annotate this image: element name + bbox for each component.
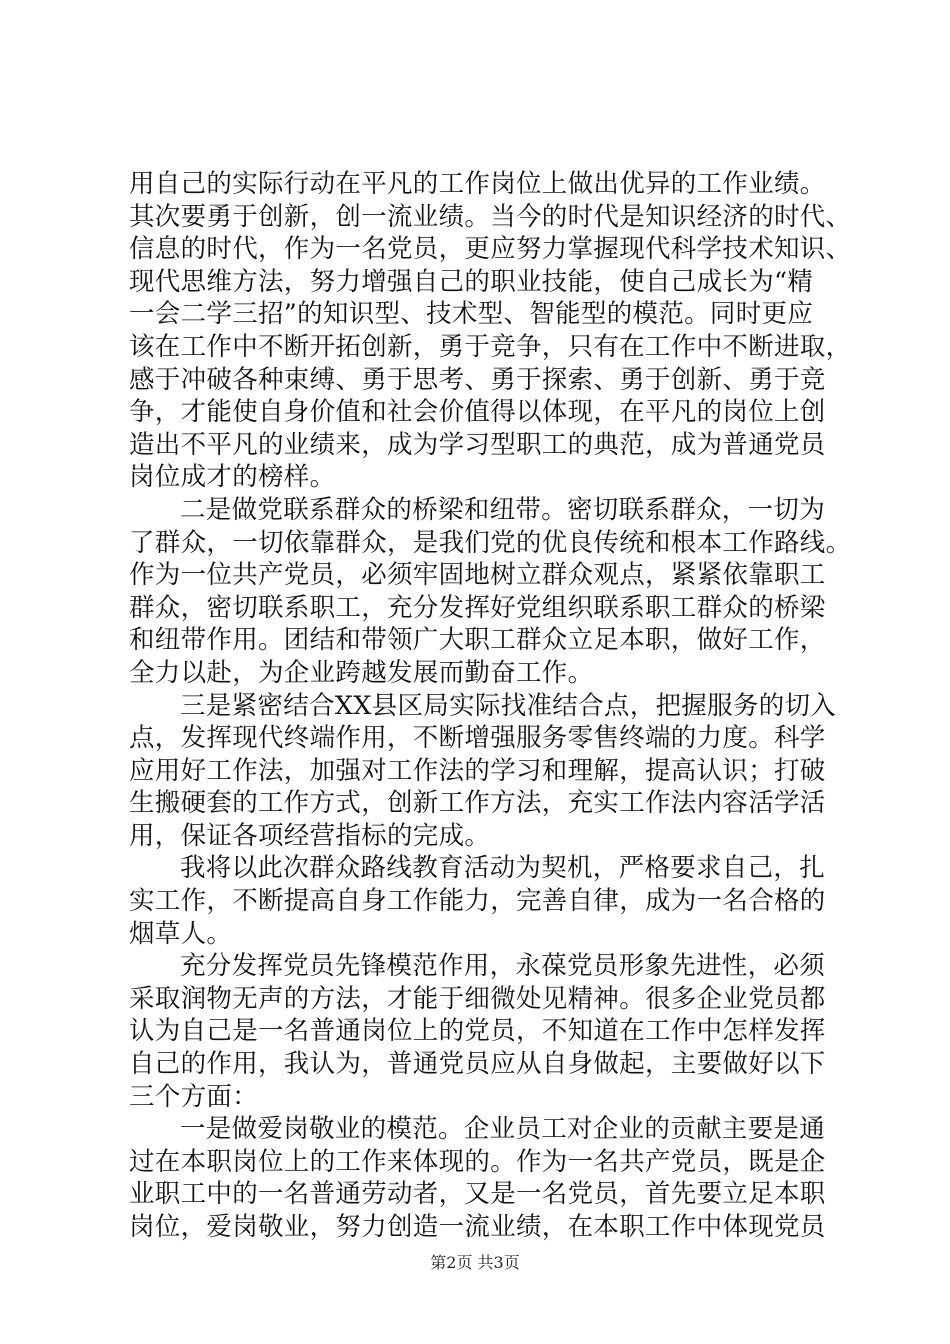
- text-line: 认为自己是一名普通岗位上的党员，不知道在工作中怎样发挥: [129, 1016, 826, 1047]
- text-line: 用，保证各项经营指标的完成。: [129, 820, 491, 851]
- text-line: 烟草人。: [129, 918, 233, 949]
- text-line: 生搬硬套的工作方式，创新工作方法，充实工作法内容活学活: [129, 788, 826, 819]
- text-line: 三是紧密结合XX县区局实际找准结合点，把握服务的切入: [180, 690, 837, 721]
- text-line: 岗位成才的榜样。: [129, 462, 336, 493]
- text-line: 其次要勇于创新，创一流业绩。当今的时代是知识经济的时代、: [129, 201, 852, 232]
- text-line: 点，发挥现代终端作用，不断增强服务零售终端的力度。科学: [129, 723, 826, 754]
- text-line: 现代思维方法，努力增强自己的职业技能，使自己成长为“精: [129, 266, 814, 297]
- text-line: 和纽带作用。团结和带领广大职工群众立足本职，做好工作，: [129, 625, 826, 656]
- text-line: 了群众，一切依靠群众，是我们党的优良传统和根本工作路线。: [129, 527, 852, 558]
- text-line: 过在本职岗位上的工作来体现的。作为一名共产党员，既是企: [129, 1146, 826, 1177]
- text-line: 采取润物无声的方法，才能于细微处见精神。很多企业党员都: [129, 983, 826, 1014]
- text-line: 全力以赴，为企业跨越发展而勤奋工作。: [129, 657, 594, 688]
- text-line: 三个方面：: [129, 1081, 259, 1112]
- page-footer: 第2页 共3页: [430, 1253, 520, 1272]
- text-line: 自己的作用，我认为，普通党员应从自身做起，主要做好以下: [129, 1049, 826, 1080]
- text-line: 群众，密切联系职工，充分发挥好党组织联系职工群众的桥梁: [129, 592, 826, 623]
- text-line: 作为一位共产党员，必须牢固地树立群众观点，紧紧依靠职工: [129, 560, 826, 591]
- text-line: 岗位，爱岗敬业，努力创造一流业绩，在本职工作中体现党员: [129, 1212, 826, 1242]
- body-text: [129, 168, 852, 1244]
- text-line: 争，才能使自身价值和社会价值得以体现，在平凡的岗位上创: [129, 397, 826, 428]
- text-line: 二是做党联系群众的桥梁和纽带。密切联系群众，一切为: [180, 494, 826, 525]
- text-line: 业职工中的一名普通劳动者，又是一名党员，首先要立足本职: [129, 1179, 826, 1210]
- text-line: 该在工作中不断开拓创新，勇于竞争，只有在工作中不断进取，: [129, 331, 852, 362]
- text-line: 应用好工作法，加强对工作法的学习和理解，提高认识；打破: [129, 755, 826, 786]
- text-line: 一会二学三招”的知识型、技术型、智能型的模范。同时更应: [129, 299, 814, 330]
- text-line: 用自己的实际行动在平凡的工作岗位上做出优异的工作业绩。: [129, 169, 826, 199]
- text-line: 一是做爱岗敬业的模范。企业员工对企业的贡献主要是通: [180, 1114, 826, 1145]
- text-line: 感于冲破各种束缚、勇于思考、勇于探索、勇于创新、勇于竞: [129, 364, 826, 395]
- text-line: 我将以此次群众路线教育活动为契机，严格要求自己，扎: [180, 853, 826, 884]
- text-line: 充分发挥党员先锋模范作用，永葆党员形象先进性，必须: [180, 951, 826, 982]
- text-line: 造出不平凡的业绩来，成为学习型职工的典范，成为普通党员: [129, 429, 826, 460]
- text-line: 实工作，不断提高自身工作能力，完善自律，成为一名合格的: [129, 886, 826, 917]
- text-line: 信息的时代，作为一名党员，更应努力掌握现代科学技术知识、: [129, 234, 852, 265]
